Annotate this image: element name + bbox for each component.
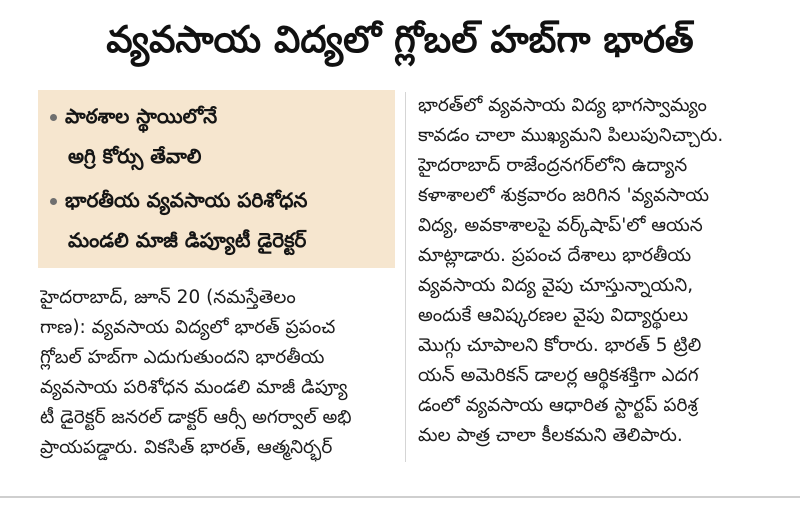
right-column-line: మాట్లాడారు. ప్రపంచ దేశాలు భారతీయ bbox=[418, 245, 692, 266]
left-column-line: గ్లోబల్ హబ్‌గా ఎదుగుతుందని భారతీయ bbox=[40, 347, 325, 368]
right-column-line: వ్యవసాయ విద్య వైపు చూస్తున్నాయని, bbox=[418, 275, 694, 296]
left-column-line: టీ డైరెక్టర్ జనరల్ డాక్టర్ ఆర్సీ అగర్వాల్ అభి bbox=[40, 407, 352, 428]
bottom-divider bbox=[0, 496, 800, 498]
left-column-line: హైదరాబాద్, జూన్ 20 (నమస్తేతెలం bbox=[40, 287, 296, 308]
highlight-1-line1: పాఠశాల స్థాయిలోనే bbox=[65, 104, 218, 128]
right-column-line: అందుకే ఆవిష్కరణల వైపు విద్యార్థులు bbox=[418, 305, 689, 326]
right-column-line: కావడం చాలా ముఖ్యమని పిలుపునిచ్చారు. bbox=[418, 125, 724, 146]
right-column-line: మొగ్గు చూపాలని కోరారు. భారత్ 5 ట్రిలి bbox=[418, 335, 702, 356]
highlight-1-line2: అగ్రి కోర్సు తేవాలి bbox=[68, 144, 202, 168]
right-column-line: కళాశాలలో శుక్రవారం జరిగిన 'వ్యవసాయ bbox=[418, 185, 709, 206]
highlight-box bbox=[38, 90, 395, 268]
left-column-line: వ్యవసాయ పరిశోధన మండలి మాజీ డిప్యూ bbox=[40, 377, 348, 398]
headline: వ్యవసాయ విద్యలో గ్లోబల్ హబ్‌గా భారత్ bbox=[106, 18, 694, 61]
right-column-line: డంలో వ్యవసాయ ఆధారిత స్టార్టప్ పరిశ్ర bbox=[418, 395, 698, 416]
right-column-line: విద్య, అవకాశాలపై వర్క్‌షాప్'లో ఆయన bbox=[418, 215, 703, 236]
highlight-2-line2: మండలి మాజీ డిప్యూటీ డైరెక్టర్ bbox=[68, 228, 307, 252]
highlight-2-line1: భారతీయ వ్యవసాయ పరిశోధన bbox=[65, 188, 308, 212]
right-column-line: యన్ అమెరికన్ డాలర్ల ఆర్థికశక్తిగా ఎదగ bbox=[418, 365, 699, 386]
highlight-item-1 bbox=[50, 104, 217, 133]
right-column-line: భారత్‌లో వ్యవసాయ విద్య భాగస్వామ్యం bbox=[418, 95, 707, 116]
highlight-item-2 bbox=[50, 188, 307, 217]
left-column-line: గాణ): వ్యవసాయ విద్యలో భారత్ ప్రపంచ bbox=[40, 317, 336, 338]
bullet-icon bbox=[50, 198, 57, 205]
right-column-line: హైదరాబాద్ రాజేంద్రనగర్‌లోని ఉద్యాన bbox=[418, 155, 688, 176]
column-divider bbox=[405, 92, 406, 462]
right-column-line: మల పాత్ర చాలా కీలకమని తెలిపారు. bbox=[418, 425, 683, 446]
left-column-line: ప్రాయపడ్డారు. వికసిత్ భారత్, ఆత్మనిర్భర్ bbox=[40, 437, 333, 458]
bullet-icon bbox=[50, 114, 57, 121]
